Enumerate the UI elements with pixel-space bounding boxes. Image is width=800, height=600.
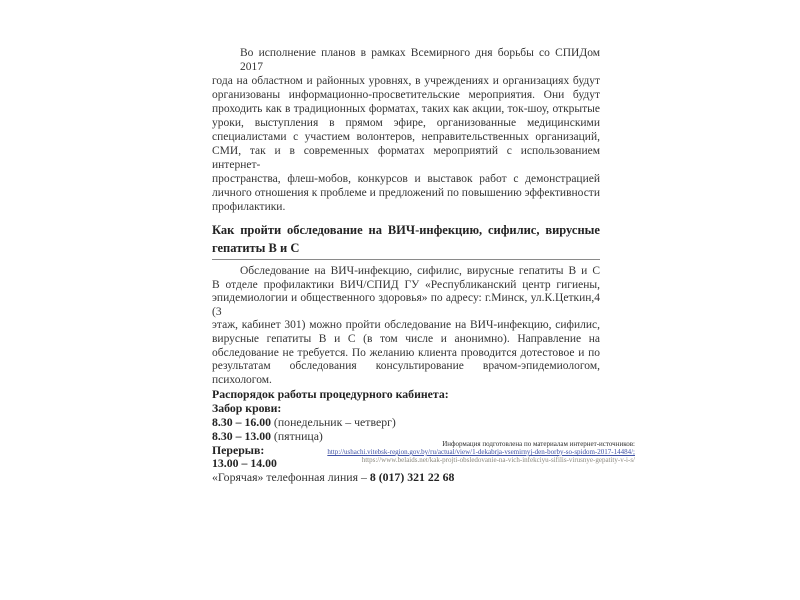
- hotline-row: [212, 471, 600, 485]
- section-heading: [212, 221, 600, 257]
- heading-line: Как пройти обследование на ВИЧ-инфекцию, сифилис, вирусные: [212, 223, 600, 237]
- schedule-row: [212, 416, 600, 430]
- intro-paragraph: [212, 46, 600, 214]
- sources-note: Информация подготовлена по материалам интернет-источников:: [442, 440, 635, 448]
- paragraph-line: проходить как в традиционных форматах, таких как акции, ток-шоу, открытые: [212, 103, 600, 115]
- paragraph-line: специалистами с участием волонтеров, неправительственных организаций,: [212, 131, 600, 143]
- paragraph-line: Во исполнение планов в рамках Всемирного дня борьбы со СПИДом 2017: [240, 47, 600, 73]
- paragraph-line: психологом.: [212, 373, 272, 386]
- day-note: (пятница): [270, 428, 323, 443]
- paragraph-line: этаж, кабинет 301) можно пройти обследование на ВИЧ-инфекцию, сифилис,: [212, 319, 600, 332]
- blood-draw-label: Забор крови:: [212, 401, 282, 416]
- paragraph-line: профилактики.: [212, 201, 286, 213]
- break-label: Перерыв:: [212, 442, 265, 457]
- paragraph-line: уроки, выступления в прямом эфире, организованные медицинскими: [212, 117, 600, 129]
- paragraph-line: обследование не требуется. По желанию клиента проводится дотестовое и по: [212, 346, 600, 359]
- schedule-title: Распорядок работы процедурного кабинета:: [212, 387, 449, 402]
- sources-footer: [327, 440, 635, 464]
- paragraph-line: эпидемиологии и общественного здоровья» по адресу: г.Минск, ул.К.Цеткин,4 (3: [212, 292, 600, 318]
- hotline-number: 8 (017) 321 22 68: [369, 470, 455, 485]
- document-content: [212, 46, 600, 485]
- break-time: 13.00 – 14.00: [212, 456, 277, 471]
- paragraph-line: года на областном и районных уровнях, в учреждениях и организациях будут: [212, 75, 600, 87]
- paragraph-line: вирусные гепатиты В и С (в том числе и анонимно). Направление на: [212, 332, 600, 345]
- body-paragraph: [212, 265, 600, 387]
- time-range: 8.30 – 16.00: [212, 414, 271, 429]
- paragraph-line: результатам обследования консультирование врачом-эпидемиологом,: [212, 360, 600, 373]
- schedule-block: [212, 388, 600, 485]
- source-link-2[interactable]: https://www.belaids.net/kak-projti-obsledovanie-na-vich-infekciyu-sifilis-virusnye-gepatity-v-i-s/: [361, 456, 635, 464]
- heading-divider: [212, 259, 600, 260]
- heading-line: гепатиты В и С: [212, 241, 300, 255]
- hotline-label: «Горячая» телефонная линия –: [212, 470, 370, 485]
- paragraph-line: СМИ, так и в современных форматах мероприятий с использованием интернет-: [212, 145, 600, 171]
- paragraph-line: пространства, флеш-мобов, конкурсов и выставок работ с демонстрацией: [212, 173, 600, 185]
- paragraph-line: организованы информационно-просветительские мероприятия. Они будут: [212, 89, 600, 101]
- day-note: (понедельник – четверг): [270, 414, 396, 429]
- time-range: 8.30 – 13.00: [212, 428, 271, 443]
- paragraph-line: Обследование на ВИЧ-инфекцию, сифилис, вирусные гепатиты В и С: [240, 265, 600, 277]
- paragraph-line: В отделе профилактики ВИЧ/СПИД ГУ «Республиканский центр гигиены,: [212, 278, 600, 291]
- paragraph-line: личного отношения к проблеме и предложений по повышению эффективности: [212, 187, 600, 199]
- source-link-1[interactable]: http://ushachi.vitebsk-region.gov.by/ru/actual/view/1-dekabrja-vsemirnyj-den-borby-so-spidom-2017-14484/;: [327, 448, 635, 456]
